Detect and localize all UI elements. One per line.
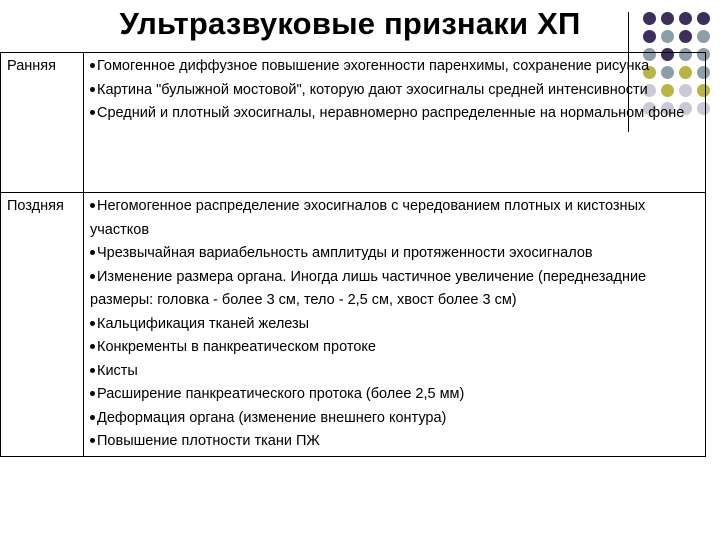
list-item: Расширение панкреатического протока (более 2,5 мм): [90, 383, 701, 407]
list-item: Гомогенное диффузное повышение эхогенности паренхимы, сохранение рисунка: [90, 55, 701, 79]
bullet-icon: [90, 415, 95, 420]
dot-purple: [643, 12, 656, 25]
bullet-icon: [90, 438, 95, 443]
list-item: Деформация органа (изменение внешнего контура): [90, 407, 701, 431]
list-item: Изменение размера органа. Иногда лишь частичное увеличение (переднезадние размеры: головка - более 3 см, тело - 2,5 см, хвост более 3 см): [90, 268, 647, 308]
signs-cell: [84, 193, 706, 457]
list-item: Кальцификация тканей железы: [90, 313, 701, 337]
bullet-icon: [90, 321, 95, 326]
bullet-icon: [90, 63, 95, 68]
list-item: Средний и плотный эхосигналы, неравномерно распределенные на нормальном фоне: [90, 102, 701, 126]
stage-label: Поздняя: [1, 193, 84, 457]
dot-purple: [643, 30, 656, 43]
list-item: Чрезвычайная вариабельность амплитуды и протяженности эхосигналов: [90, 242, 701, 266]
signs-cell: [84, 53, 706, 193]
bullet-icon: [90, 87, 95, 92]
dot-gray: [661, 30, 674, 43]
table-row: [1, 193, 706, 457]
dot-purple: [661, 12, 674, 25]
bullet-icon: [90, 250, 95, 255]
list-item: Повышение плотности ткани ПЖ: [90, 430, 701, 454]
bullet-icon: [90, 203, 95, 208]
signs-table: [0, 52, 706, 457]
bullet-icon: [90, 274, 95, 279]
dot-purple: [679, 12, 692, 25]
dot-gray: [697, 30, 710, 43]
bullet-icon: [90, 391, 95, 396]
list-item: Кисты: [90, 360, 701, 384]
bullet-icon: [90, 344, 95, 349]
table-row: [1, 53, 706, 193]
stage-label: Ранняя: [1, 53, 84, 193]
list-item: Картина "булыжной мостовой", которую дают эхосигналы средней интенсивности: [90, 79, 701, 103]
dot-purple: [679, 30, 692, 43]
list-item: Негомогенное распределение эхосигналов с чередованием плотных и кистозных участков: [90, 198, 646, 238]
bullet-icon: [90, 110, 95, 115]
slide-title: Ультразвуковые признаки ХП: [119, 6, 581, 41]
list-item: Конкременты в панкреатическом протоке: [90, 336, 701, 360]
dot-purple: [697, 12, 710, 25]
bullet-icon: [90, 368, 95, 373]
